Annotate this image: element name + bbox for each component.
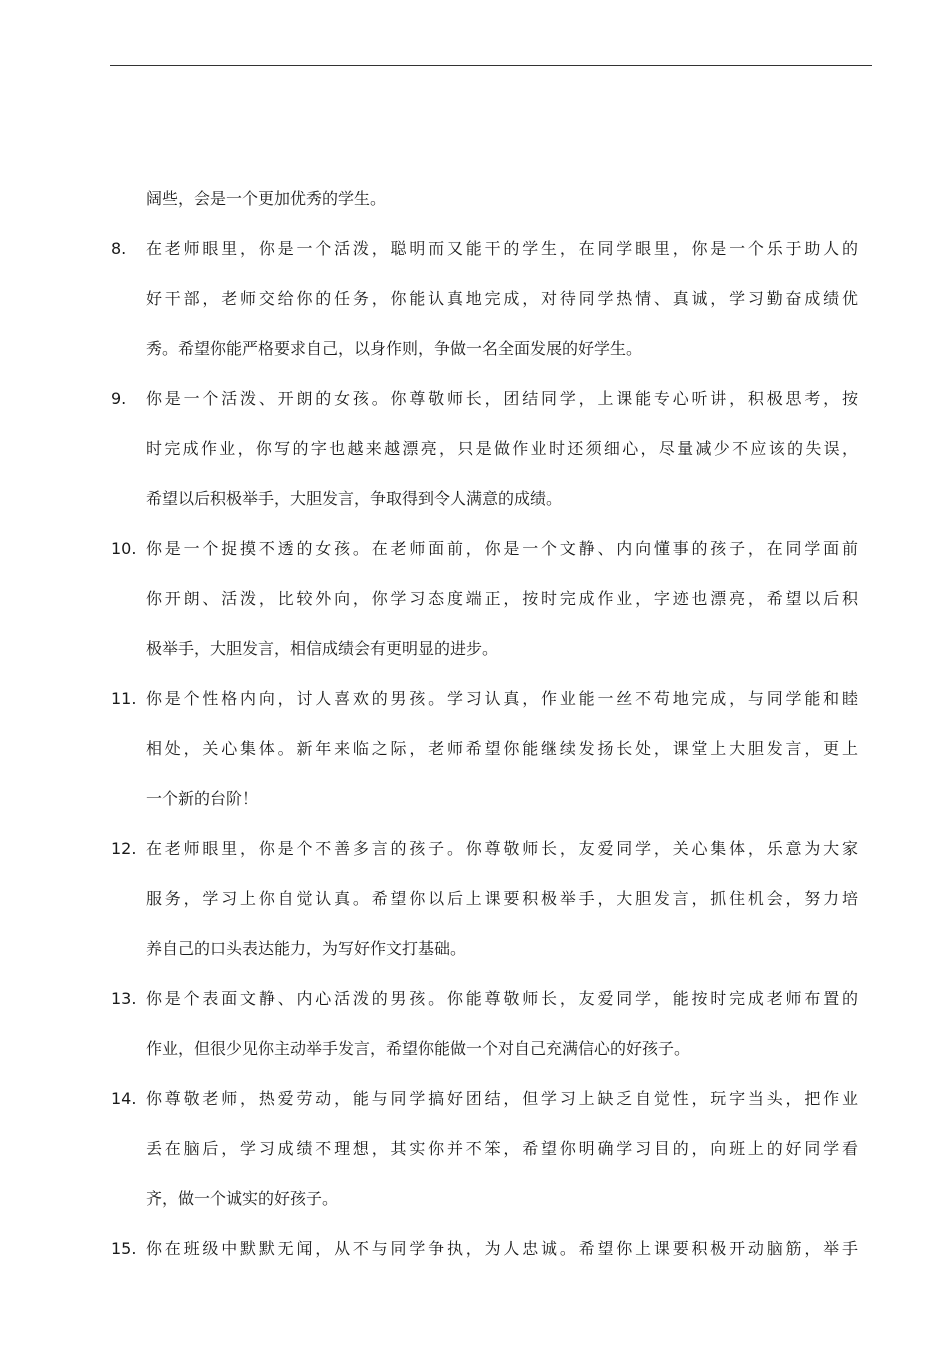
list-item-number: 13. [111,989,137,1008]
list-item-number: 14. [111,1089,137,1108]
text-line: 好干部，老师交给你的任务，你能认真地完成，对待同学热情、真诚，学习勤奋成绩优 [146,289,861,308]
text-line: 齐，做一个诚实的好孩子。 [146,1189,339,1208]
text-line: 你开朗、活泼，比较外向，你学习态度端正，按时完成作业，字迹也漂亮，希望以后积 [146,589,861,608]
text-line: 阔些，会是一个更加优秀的学生。 [146,189,387,208]
text-line: 你是一个捉摸不透的女孩。在老师面前，你是一个文静、内向懂事的孩子，在同学面前 [146,539,861,558]
list-item-number: 9. [111,389,127,408]
text-line: 相处，关心集体。新年来临之际，老师希望你能继续发扬长处，课堂上大胆发言，更上 [146,739,861,758]
list-item-number: 8. [111,239,127,258]
header-rule [110,65,872,66]
text-line: 你尊敬老师，热爱劳动，能与同学搞好团结，但学习上缺乏自觉性，玩字当头，把作业 [146,1089,861,1108]
list-item-number: 12. [111,839,137,858]
text-line: 极举手，大胆发言，相信成绩会有更明显的进步。 [146,639,499,658]
text-line: 丢在脑后，学习成绩不理想，其实你并不笨，希望你明确学习目的，向班上的好同学看 [146,1139,861,1158]
text-line: 服务，学习上你自觉认真。希望你以后上课要积极举手，大胆发言，抓住机会，努力培 [146,889,861,908]
list-item-number: 15. [111,1239,137,1258]
text-line: 在老师眼里，你是个不善多言的孩子。你尊敬师长，友爱同学，关心集体，乐意为大家 [146,839,861,858]
text-line: 你在班级中默默无闻，从不与同学争执，为人忠诚。希望你上课要积极开动脑筋，举手 [146,1239,861,1258]
list-item-number: 10. [111,539,137,558]
text-line: 希望以后积极举手，大胆发言，争取得到令人满意的成绩。 [146,489,563,508]
text-line: 养自己的口头表达能力，为写好作文打基础。 [146,939,467,958]
text-line: 秀。希望你能严格要求自己，以身作则，争做一名全面发展的好学生。 [146,339,643,358]
text-line: 你是个性格内向，讨人喜欢的男孩。学习认真，作业能一丝不苟地完成，与同学能和睦 [146,689,861,708]
text-line: 一个新的台阶！ [146,789,259,808]
text-line: 你是个表面文静、内心活泼的男孩。你能尊敬师长，友爱同学，能按时完成老师布置的 [146,989,861,1008]
text-line: 你是一个活泼、开朗的女孩。你尊敬师长，团结同学，上课能专心听讲，积极思考，按 [146,389,861,408]
text-line: 时完成作业，你写的字也越来越漂亮，只是做作业时还须细心，尽量减少不应该的失误， [146,439,861,458]
list-item-number: 11. [111,689,137,708]
text-line: 作业，但很少见你主动举手发言，希望你能做一个对自己充满信心的好孩子。 [146,1039,691,1058]
text-line: 在老师眼里，你是一个活泼，聪明而又能干的学生，在同学眼里，你是一个乐于助人的 [146,239,861,258]
